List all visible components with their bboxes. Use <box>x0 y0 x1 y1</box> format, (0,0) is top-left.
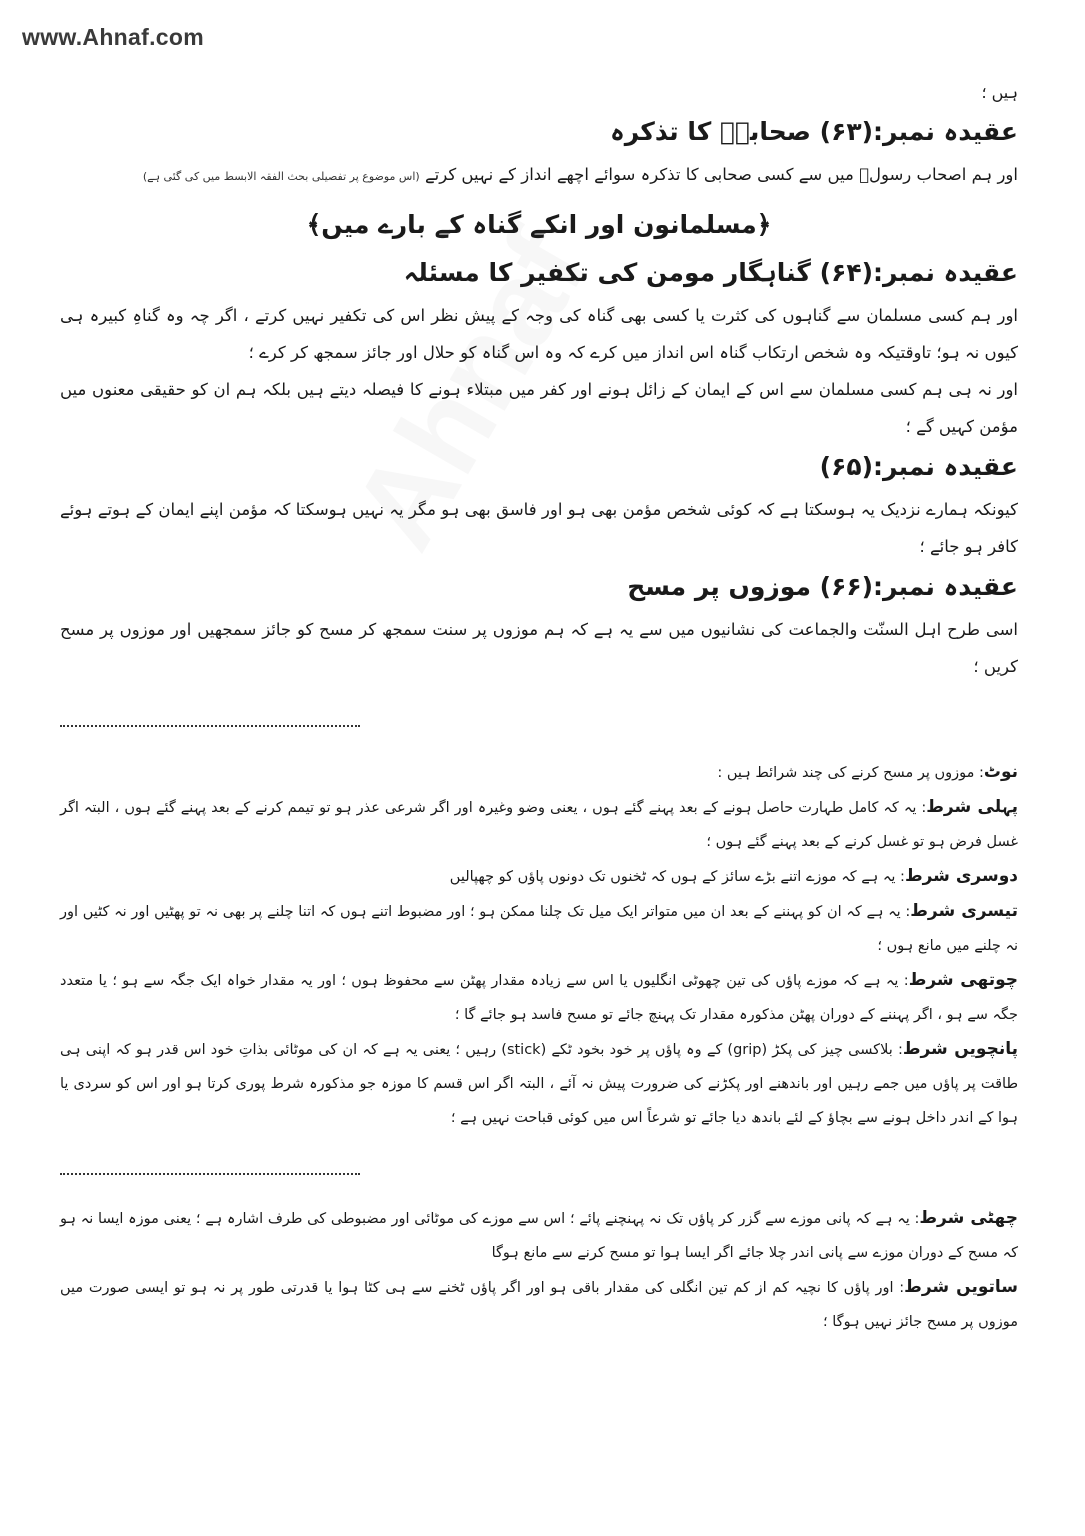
condition-text: : بلاکسی چیز کی پکڑ (grip) کے وہ پاؤں پر خود بخود ٹکے (stick) رہیں ؛ یعنی یہ ہے کہ ان کی موٹائی بذاتِ خود اس قدر ہو کہ اپنی ہی طاقت پر پاؤں میں جمے رہیں اور باندھنے اور پکڑنے کی ضرورت پیش نہ آئے ، البتہ اگر اس قسم کا موزہ جو مذکورہ شرط پوری کرتا ہو اور اس کو سردی یا ہوا کے اندر داخل ہونے سے بچاؤ کے لئے باندھ دیا جائے تو شرعاً اس میں کوئی قباحت نہیں ہے ؛ <box>60 1042 1018 1126</box>
condition-label: چھٹی شرط <box>919 1208 1018 1228</box>
condition-3 <box>60 894 1018 963</box>
condition-text: : یہ ہے کہ ان کو پہننے کے بعد ان میں متواتر ایک میل تک چلنا ممکن ہو ؛ اور مضبوط اتنے ہوں کہ اتنا چلنے پر بھی نہ تو پھٹیں اور نہ کٹیں اور نہ چلنے میں مانع ہوں ؛ <box>60 904 1018 954</box>
condition-1 <box>60 790 1018 859</box>
heading-66: عقیدہ نمبر:(۶۶) موزوں پر مسح <box>627 572 1018 601</box>
condition-label: پانچویں شرط <box>902 1039 1018 1059</box>
condition-text: : اور پاؤں کا نچیہ کم از کم تین انگلی کی مقدار باقی ہو اور اگر پاؤں ٹخنے سے ہی کٹا ہوا یا قدرتی طور پر نہ ہو تو ایسی صورت میں موزوں پر مسح جائز نہیں ہوگا ؛ <box>60 1280 1018 1330</box>
note-intro <box>60 755 1018 790</box>
para-66: اسی طرح اہل السنّت والجماعت کی نشانیوں میں سے یہ ہے کہ ہم موزوں پر سنت سمجھ کر مسح کو جائز سمجھیں اور موزوں پر مسح کریں ؛ <box>60 620 1018 676</box>
para-64-2: اور نہ ہی ہم کسی مسلمان سے اس کے ایمان کے زائل ہونے اور کفر میں مبتلاء ہونے کا فیصلہ دیتے ہیں بلکہ ہم ان کو حقیقی معنوں میں مؤمن کہیں گے ؛ <box>60 380 1018 436</box>
note-intro-text: : موزوں پر مسح کرنے کی چند شرائط ہیں : <box>717 765 984 781</box>
heading-63: عقیدہ نمبر:(۶۳) صحابہؓ کا تذکرہ <box>610 117 1018 146</box>
condition-label: پہلی شرط <box>926 797 1018 817</box>
heading-64: عقیدہ نمبر:(۶۴) گناہگار مومن کی تکفیر کا مسئلہ <box>403 258 1018 287</box>
condition-text: : یہ ہے کہ پانی موزے سے گزر کر پاؤں تک نہ پہنچنے پائے ؛ اس سے موزے کی موٹائی اور مضبوطی کی طرف اشارہ ہے ؛ یعنی موزہ ایسا نہ ہو کہ مسح کے دوران موزے سے پانی اندر چلا جائے اگر ایسا ہوا تو مسح کرنے سے مانع ہوگا <box>60 1211 1018 1261</box>
note-label: نوٹ <box>983 762 1018 782</box>
condition-5 <box>60 1032 1018 1135</box>
condition-text: : یہ ہے کہ موزے پاؤں کی تین چھوٹی انگلیوں یا اس سے زیادہ مقدار پھٹن سے محفوظ ہوں ؛ اور یہ مقدار خواہ ایک جگہ سے ہو ؛ یا متعدد جگہ سے ہو ، اگر پہننے کے دوران پھٹن مذکورہ مقدار تک پہنچ جائے تو مسح فاسد ہو جائے گا ؛ <box>60 973 1018 1023</box>
para-65: کیونکہ ہمارے نزدیک یہ ہوسکتا ہے کہ کوئی شخص مؤمن بھی ہو اور فاسق بھی ہو مگر یہ نہیں ہوسکتا کہ مؤمن اپنے ایمان کے ہوتے ہوئے کافر ہو جائے ؛ <box>60 500 1018 556</box>
para-63-text: اور ہم اصحاب رسولؐ میں سے کسی صحابی کا تذکرہ سوائے اچھے انداز کے نہیں کرتے <box>424 165 1018 184</box>
condition-label: چوتھی شرط <box>908 970 1018 990</box>
condition-label: تیسری شرط <box>910 901 1018 921</box>
condition-2 <box>60 859 1018 894</box>
heading-65: عقیدہ نمبر:(۶۵) <box>819 452 1018 481</box>
condition-label: دوسری شرط <box>904 866 1018 886</box>
section-title: ﴿مسلمانون اور انکے گناہ کے بارے میں﴾ <box>306 210 772 239</box>
condition-text: : یہ ہے کہ موزے اتنے بڑے سائز کے ہوں کہ ٹخنوں تک دونوں پاؤں کو چھپالیں <box>449 869 905 885</box>
document-page <box>60 80 1018 1339</box>
para-63-note: (اس موضوع پر تفصیلی بحث الفقہ الابسط میں کی گئی ہے) <box>142 170 420 183</box>
condition-7 <box>60 1270 1018 1339</box>
divider-dots <box>60 725 360 727</box>
para-64-1: اور ہم کسی مسلمان سے گناہوں کی کثرت یا کسی بھی گناہ کی وجہ کے پیش نظر اس کی تکفیر نہیں کرتے ، اگر چہ وہ گناہِ کبیرہ ہی کیوں نہ ہو؛ تاوقتیکہ وہ شخص ارتکاب گناہ اس انداز میں کرے کہ وہ اس گناہ کو حلال اور جائز سمجھ کر کرے ؛ <box>60 306 1018 362</box>
site-url: www.Ahnaf.com <box>22 24 204 50</box>
para-63 <box>60 156 1018 195</box>
condition-4 <box>60 963 1018 1032</box>
intro-text: ہیں ؛ <box>981 83 1018 102</box>
condition-text: : یہ کہ کامل طہارت حاصل ہونے کے بعد پہنے گئے ہوں ، یعنی وضو وغیرہ اور اگر شرعی عذر ہو تو تیمم کرنے کے بعد پہنے گئے ہوں ، البتہ اگر غسل فرض ہو تو غسل کرنے کے بعد پہنے گئے ہوں ؛ <box>60 800 1018 850</box>
condition-6 <box>60 1201 1018 1270</box>
condition-label: ساتویں شرط <box>904 1277 1018 1297</box>
divider-dots <box>60 1173 360 1175</box>
